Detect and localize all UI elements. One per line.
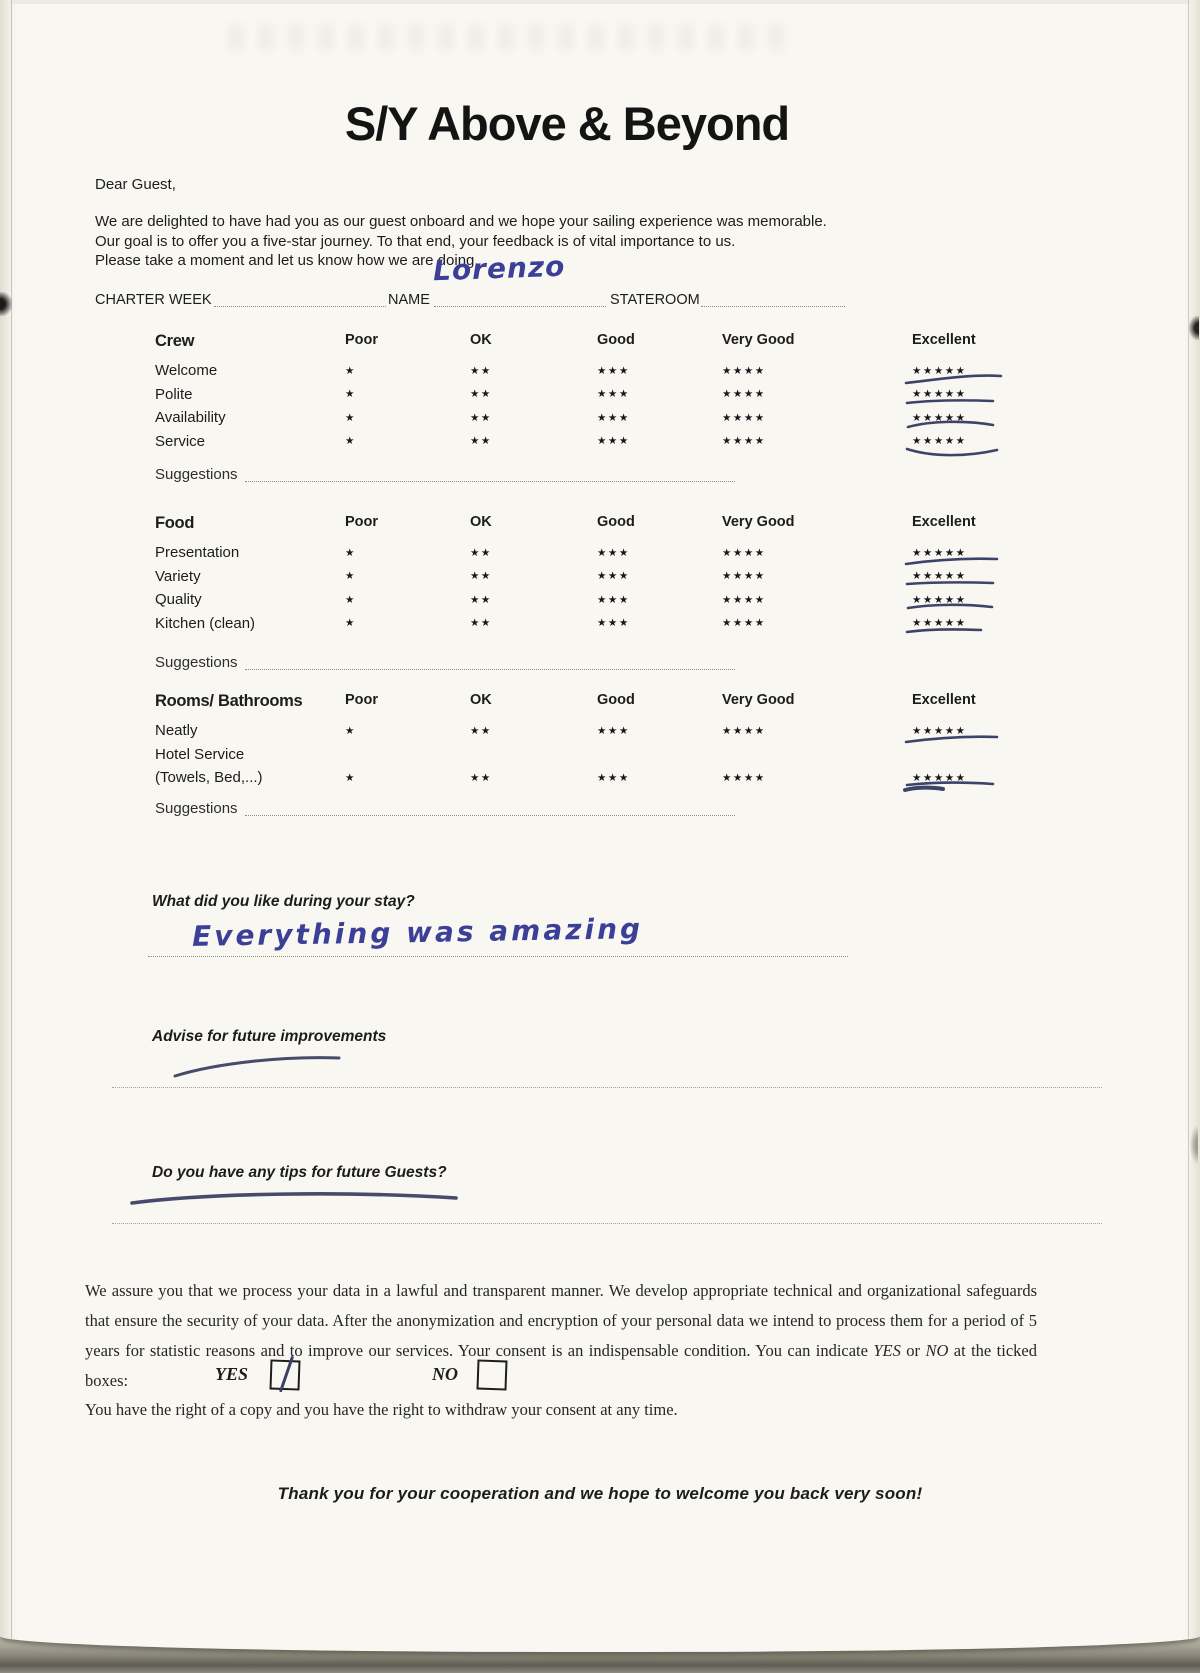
row-label-variety: Variety (155, 567, 201, 585)
consent-checkbox-row (0, 1360, 1200, 1396)
suggestions-label: Suggestions (155, 654, 238, 671)
stars-very-good: ★★★★ (722, 771, 766, 784)
scan-edge-right-line (1188, 0, 1189, 1652)
excellent-stars: ★★★★★ (912, 411, 967, 424)
excellent-stars: ★★★★★ (912, 570, 967, 583)
pen-swoosh (128, 1188, 462, 1210)
scan-smudge (1190, 1126, 1198, 1164)
stars-ok: ★★ (470, 388, 492, 401)
header-very-good: Very Good (722, 332, 795, 348)
stateroom-field (701, 305, 845, 307)
scan-edge-left (0, 0, 16, 1652)
pen-underline (904, 445, 1000, 463)
row-label-polite: Polite (155, 385, 193, 403)
scan-edge-left-line (11, 0, 12, 1652)
food-rating-table (155, 514, 1042, 635)
row-label-service: Service (155, 432, 206, 450)
name-handwritten-value: Lorenzo (432, 249, 566, 288)
row-label-hotel-service: Hotel Service (155, 745, 245, 763)
header-ok: OK (470, 514, 492, 530)
row-label-kitchen: Kitchen (clean) (155, 614, 256, 632)
stars-excellent-selected (912, 406, 1042, 430)
question-improvements-label: Advise for future improvements (152, 1028, 387, 1045)
charter-week-label: CHARTER WEEK (95, 292, 212, 308)
suggestions-label: Suggestions (155, 800, 238, 817)
consent-no-word: NO (925, 1341, 949, 1360)
question-tips-label: Do you have any tips for future Guests? (152, 1164, 447, 1181)
consent-text: at the ticked boxes: (85, 1341, 1037, 1390)
ink-bleed-through (228, 24, 798, 50)
stars-excellent-selected (912, 541, 1042, 565)
suggestions-field (245, 668, 735, 670)
stars-ok: ★★ (470, 771, 492, 784)
stars-very-good: ★★★★ (722, 570, 766, 583)
header-good: Good (597, 332, 635, 348)
consent-rights-note: You have the right of a copy and you have the right to withdraw your consent at any time. (85, 1400, 678, 1419)
row-label-presentation: Presentation (155, 544, 240, 562)
stars-poor: ★ (345, 617, 356, 630)
stateroom-label: STATEROOM (610, 292, 700, 308)
header-excellent: Excellent (912, 514, 976, 530)
excellent-stars: ★★★★★ (912, 364, 967, 377)
food-suggestions-row (155, 654, 238, 674)
improvements-answer-field (112, 1086, 1102, 1088)
header-very-good: Very Good (722, 514, 795, 530)
stars-good: ★★★ (597, 724, 630, 737)
stars-good: ★★★ (597, 364, 630, 377)
stars-good: ★★★ (597, 570, 630, 583)
excellent-stars: ★★★★★ (912, 435, 967, 448)
stars-ok: ★★ (470, 617, 492, 630)
excellent-stars: ★★★★★ (912, 617, 967, 630)
stars-good: ★★★ (597, 546, 630, 559)
stars-excellent-selected (912, 359, 1042, 383)
food-section-title: Food (155, 514, 195, 532)
stars-ok: ★★ (470, 570, 492, 583)
intro-line: We are delighted to have had you as our guest onboard and we hope your sailing experience was memorable. (95, 213, 827, 230)
crew-section-title: Crew (155, 332, 195, 350)
stars-very-good: ★★★★ (722, 364, 766, 377)
stars-ok: ★★ (470, 593, 492, 606)
stars-poor: ★ (345, 435, 356, 448)
no-checkbox-label: NO (432, 1364, 458, 1384)
stars-excellent-selected (912, 430, 1042, 454)
row-label-welcome: Welcome (155, 362, 218, 380)
no-checkbox (476, 1359, 507, 1390)
stars-excellent-selected (912, 719, 1042, 743)
rooms-section-title: Rooms/ Bathrooms (155, 692, 303, 710)
header-poor: Poor (345, 692, 379, 708)
stars-very-good: ★★★★ (722, 388, 766, 401)
excellent-stars: ★★★★★ (912, 593, 967, 606)
checkmark-icon (279, 1356, 294, 1393)
liked-answer-field (148, 955, 848, 957)
suggestions-label: Suggestions (155, 466, 238, 483)
name-field (434, 305, 606, 307)
stars-ok: ★★ (470, 435, 492, 448)
stars-very-good: ★★★★ (722, 546, 766, 559)
stars-very-good: ★★★★ (722, 724, 766, 737)
intro-line: Our goal is to offer you a five-star journey. To that end, your feedback is of vital importance to us. (95, 232, 736, 250)
row-label-availability: Availability (155, 409, 226, 427)
stars-ok: ★★ (470, 364, 492, 377)
pen-swoosh (172, 1050, 344, 1080)
excellent-stars: ★★★★★ (912, 771, 967, 784)
stars-very-good: ★★★★ (722, 435, 766, 448)
stars-ok: ★★ (470, 546, 492, 559)
crew-rating-table (155, 332, 1042, 453)
header-good: Good (597, 514, 635, 530)
excellent-stars: ★★★★★ (912, 546, 967, 559)
excellent-stars: ★★★★★ (912, 724, 967, 737)
suggestions-field (245, 480, 735, 482)
scan-smudge (1189, 316, 1199, 340)
stars-ok: ★★ (470, 724, 492, 737)
stars-poor: ★ (345, 364, 356, 377)
row-label-towels-bed: (Towels, Bed,...) (155, 769, 263, 787)
header-very-good: Very Good (722, 692, 795, 708)
stars-poor: ★ (345, 593, 356, 606)
stars-poor: ★ (345, 724, 356, 737)
form-title: S/Y Above & Beyond (344, 97, 790, 150)
rooms-suggestions-row (155, 800, 238, 820)
intro-line: Please take a moment and let us know how we are doing. (95, 252, 479, 269)
header-ok: OK (470, 332, 492, 348)
scan-edge-top (0, 0, 1200, 4)
stars-good: ★★★ (597, 771, 630, 784)
consent-yes-word: YES (873, 1341, 901, 1360)
liked-handwritten-answer: Everything was amazing (191, 912, 644, 953)
header-poor: Poor (345, 332, 379, 348)
stars-ok: ★★ (470, 411, 492, 424)
row-label-quality: Quality (155, 591, 202, 609)
stars-good: ★★★ (597, 435, 630, 448)
stars-excellent-selected (912, 383, 1042, 407)
consent-or-word: or (900, 1341, 926, 1360)
header-excellent: Excellent (912, 332, 976, 348)
stars-good: ★★★ (597, 593, 630, 606)
consent-text: We assure you that we process your data in a lawful and transparent manner. We develop appropriate technical and organizational safeguards that ensure the security of your data. After the anonymization and encryption of your personal data we intend to process them for a period of 5 years for statistic reasons and to improve our services. Your consent is an indispensable condition. You can indicate (85, 1281, 1037, 1360)
stars-poor: ★ (345, 388, 356, 401)
stars-poor: ★ (345, 771, 356, 784)
crew-suggestions-row (155, 466, 238, 486)
scan-smudge (0, 292, 12, 316)
stars-very-good: ★★★★ (722, 593, 766, 606)
header-good: Good (597, 692, 635, 708)
charter-week-field (214, 305, 386, 307)
stars-good: ★★★ (597, 411, 630, 424)
name-label: NAME (388, 292, 430, 308)
pen-dash (902, 784, 946, 794)
stars-poor: ★ (345, 570, 356, 583)
excellent-stars: ★★★★★ (912, 388, 967, 401)
salutation: Dear Guest, (95, 176, 176, 193)
closing-message: Thank you for your cooperation and we hope to welcome you back very soon! (277, 1484, 923, 1503)
stars-poor: ★ (345, 411, 356, 424)
stars-excellent-selected (912, 766, 1042, 790)
pen-underline (904, 730, 1000, 746)
rooms-rating-table (155, 692, 1042, 790)
stars-good: ★★★ (597, 617, 630, 630)
suggestions-field (245, 814, 735, 816)
yes-checkbox-label: YES (215, 1364, 249, 1384)
header-poor: Poor (345, 514, 379, 530)
tips-answer-field (112, 1222, 1102, 1224)
yes-checkbox (269, 1359, 300, 1390)
stars-very-good: ★★★★ (722, 617, 766, 630)
row-label-neatly: Neatly (155, 722, 198, 740)
header-ok: OK (470, 692, 492, 708)
stars-poor: ★ (345, 546, 356, 559)
header-excellent: Excellent (912, 692, 976, 708)
question-liked-label: What did you like during your stay? (152, 893, 415, 910)
pen-underline (904, 623, 984, 637)
stars-excellent-selected (912, 612, 1042, 636)
stars-excellent-selected (912, 565, 1042, 589)
stars-excellent-selected (912, 588, 1042, 612)
stars-good: ★★★ (597, 388, 630, 401)
stars-very-good: ★★★★ (722, 411, 766, 424)
